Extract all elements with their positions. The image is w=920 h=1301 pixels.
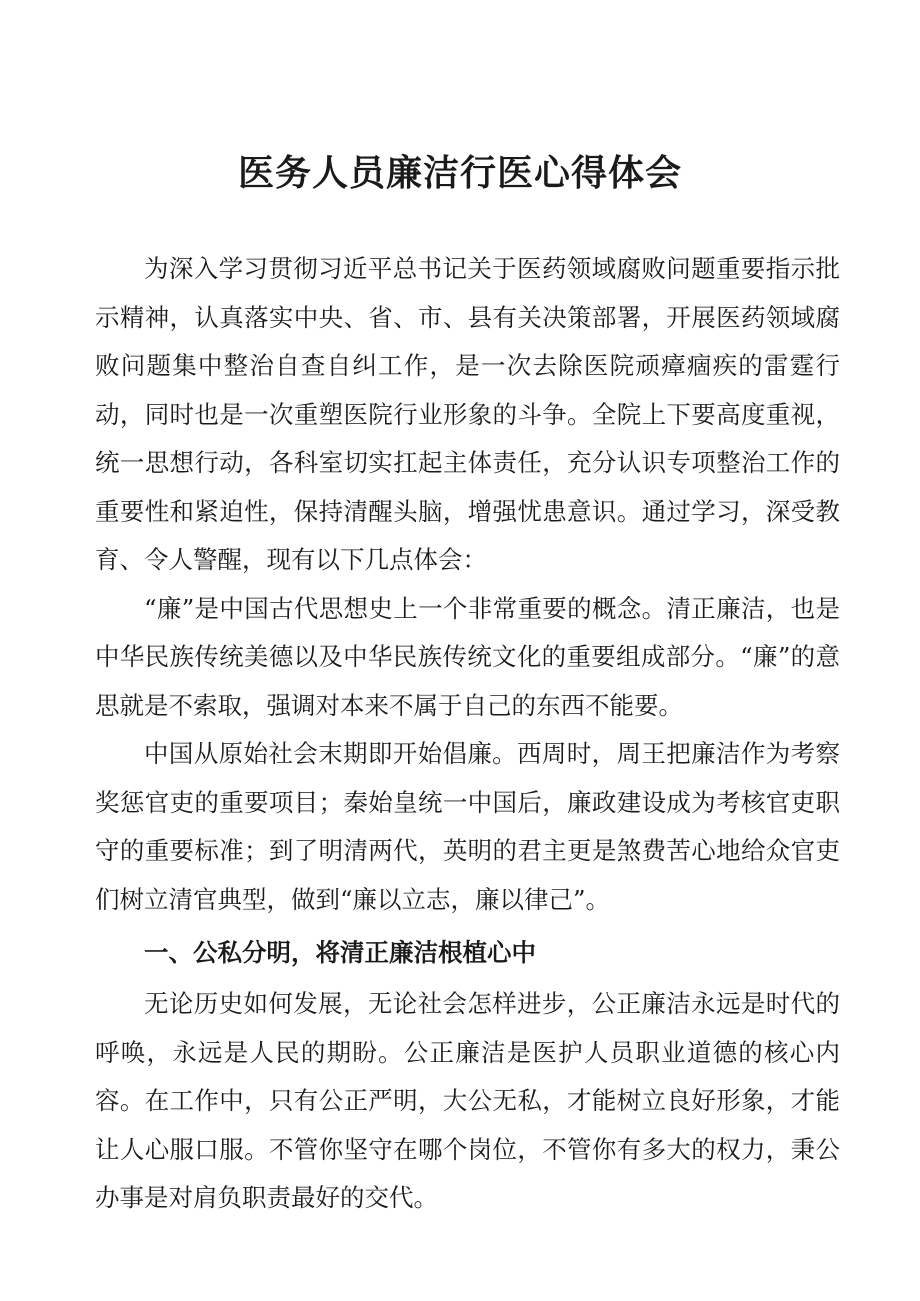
history-paragraph: 中国从原始社会末期即开始倡廉。西周时，周王把廉洁作为考察奖惩官吏的重要项目；秦始皇统一中国后，廉政建设成为考核官吏职守的重要标准；到了明清两代，英明的君主更是煞费苦心地给众官吏们树立清官典型，做到“廉以立志，廉以律己”。 <box>95 739 840 914</box>
section-1-paragraph: 无论历史如何发展，无论社会怎样进步，公正廉洁永远是时代的呼唤，永远是人民的期盼。公正廉洁是医护人员职业道德的核心内容。在工作中，只有公正严明，大公无私，才能树立良好形象，才能让人心服口服。不管你坚守在哪个岗位，不管你有多大的权力，秉公办事是对肩负职责最好的交代。 <box>95 989 840 1212</box>
lian-definition-paragraph: “廉”是中国古代思想史上一个非常重要的概念。清正廉洁，也是中华民族传统美德以及中华民族传统文化的重要组成部分。“廉”的意思就是不索取，强调对本来不属于自己的东西不能要。 <box>95 593 840 720</box>
document-title: 医务人员廉洁行医心得体会 <box>237 153 682 194</box>
document-body <box>95 245 840 1223</box>
section-1-heading: 一、公私分明，将清正廉洁根植心中 <box>144 938 536 967</box>
intro-paragraph: 为深入学习贯彻习近平总书记关于医药领域腐败问题重要指示批示精神，认真落实中央、省、市、县有关决策部署，开展医药领域腐败问题集中整治自查自纠工作，是一次去除医院顽瘴痼疾的雷霆行动，同时也是一次重塑医院行业形象的斗争。全院上下要高度重视，统一思想行动，各科室切实扛起主体责任，充分认识专项整治工作的重要性和紧迫性，保持清醒头脑，增强忧患意识。通过学习，深受教育、令人警醒，现有以下几点体会： <box>95 254 840 574</box>
